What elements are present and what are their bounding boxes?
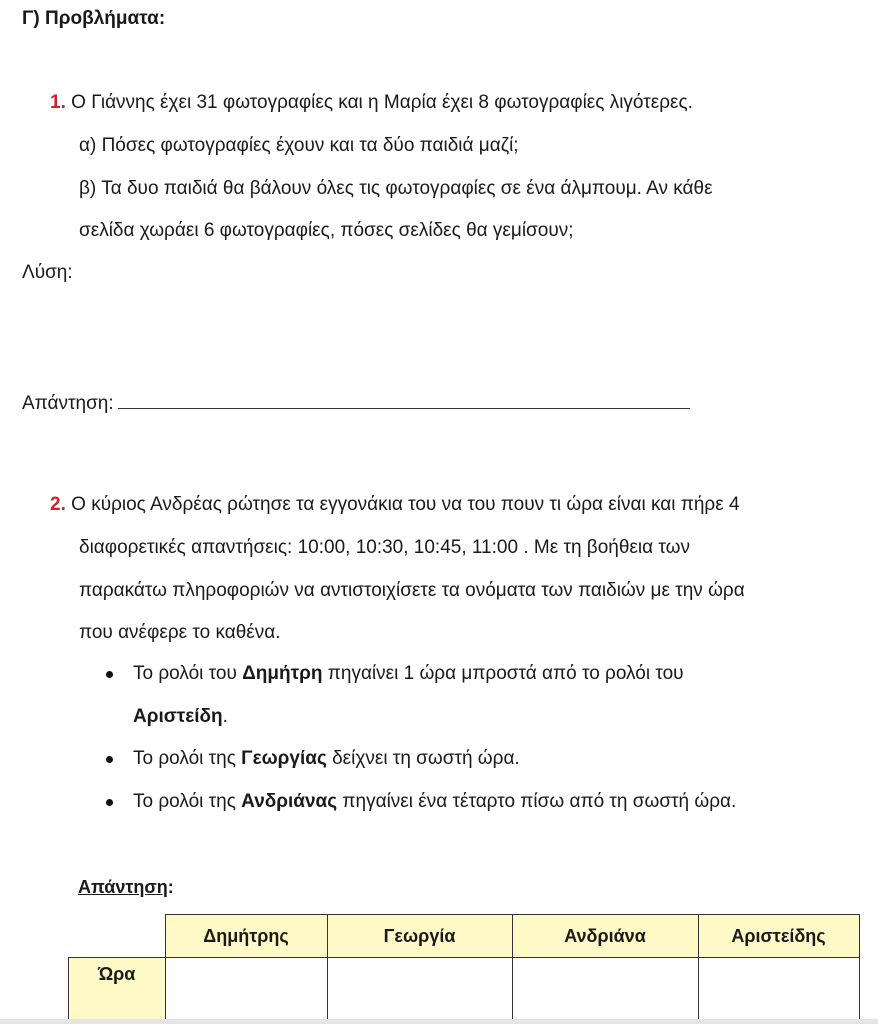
problem-1-part-a: α) Πόσες φωτογραφίες έχουν και τα δύο παιδιά μαζί; <box>79 135 519 156</box>
clue-2-pre: Το ρολόι της <box>133 748 242 769</box>
bullet-icon <box>106 671 113 678</box>
table-header: Δημήτρης <box>165 915 327 958</box>
solution-label: Λύση: <box>22 262 73 283</box>
problem-1-statement <box>50 92 693 114</box>
answer-cell[interactable] <box>512 958 698 1021</box>
answer-blank-line[interactable] <box>118 390 690 409</box>
answer-heading-colon: : <box>167 877 174 897</box>
problem-1-text: Ο Γιάννης έχει 31 φωτογραφίες και η Μαρία έχει 8 φωτογραφίες λιγότερες. <box>71 92 693 113</box>
answer-label: Απάντηση: <box>22 393 114 414</box>
table-corner <box>69 915 166 958</box>
clue-1-continued <box>133 706 228 728</box>
clue-2-name: Γεωργίας <box>241 748 327 769</box>
table-header: Ανδριάνα <box>512 915 698 958</box>
answer-cell[interactable] <box>165 958 327 1021</box>
problem-1-part-b-line1: β) Τα δυο παιδιά θα βάλουν όλες τις φωτογραφίες σε ένα άλμπουμ. Αν κάθε <box>79 178 713 199</box>
answer-row <box>22 390 690 415</box>
problem-2-line-3: παρακάτω πληροφοριών να αντιστοιχίσετε τα ονόματα των παιδιών με την ώρα <box>79 580 745 601</box>
table-header: Γεωργία <box>327 915 512 958</box>
clue-1-name-2: Αριστείδη <box>133 706 223 727</box>
bullet-icon <box>106 756 113 763</box>
answer-table <box>68 914 860 1021</box>
problem-2-text: Ο κύριος Ανδρέας ρώτησε τα εγγονάκια του να του πουν τι ώρα είναι και πήρε 4 <box>71 494 740 515</box>
table-header: Αριστείδης <box>698 915 859 958</box>
problem-2-answer-heading <box>78 876 174 898</box>
problem-2-line-1 <box>50 494 740 516</box>
table-header-row <box>69 915 860 958</box>
clue-1-name: Δημήτρη <box>242 663 323 684</box>
table-row <box>69 958 860 1021</box>
bullet-icon <box>106 799 113 806</box>
problem-1-number: 1. <box>50 92 66 113</box>
problem-2-line-4: που ανέφερε το καθένα. <box>79 622 281 643</box>
answer-cell[interactable] <box>327 958 512 1021</box>
clue-3-post: πηγαίνει ένα τέταρτο πίσω από τη σωστή ώρα. <box>337 791 737 812</box>
clue-2 <box>133 748 520 770</box>
problem-1-part-b-line2: σελίδα χωράει 6 φωτογραφίες, πόσες σελίδες θα γεμίσουν; <box>79 220 574 241</box>
answer-cell[interactable] <box>698 958 859 1021</box>
clue-1-pre: Το ρολόι του <box>133 663 243 684</box>
clue-1 <box>133 663 684 685</box>
clue-3-name: Ανδριάνας <box>241 791 338 812</box>
clue-1-post: πηγαίνει 1 ώρα μπροστά από το ρολόι του <box>322 663 684 684</box>
problem-2-line-2: διαφορετικές απαντήσεις: 10:00, 10:30, 10:45, 11:00 . Με τη βοήθεια των <box>79 537 690 558</box>
clue-3-pre: Το ρολόι της <box>133 791 242 812</box>
section-title: Γ) Προβλήματα: <box>22 8 166 29</box>
clue-1-post-2: . <box>222 706 228 727</box>
answer-heading-text: Απάντηση <box>78 877 168 897</box>
clue-3 <box>133 791 736 813</box>
problem-2-number: 2. <box>50 494 66 515</box>
page-bottom-divider <box>0 1019 878 1024</box>
row-label: Ώρα <box>69 958 166 1021</box>
clue-2-post: δείχνει τη σωστή ώρα. <box>326 748 520 769</box>
